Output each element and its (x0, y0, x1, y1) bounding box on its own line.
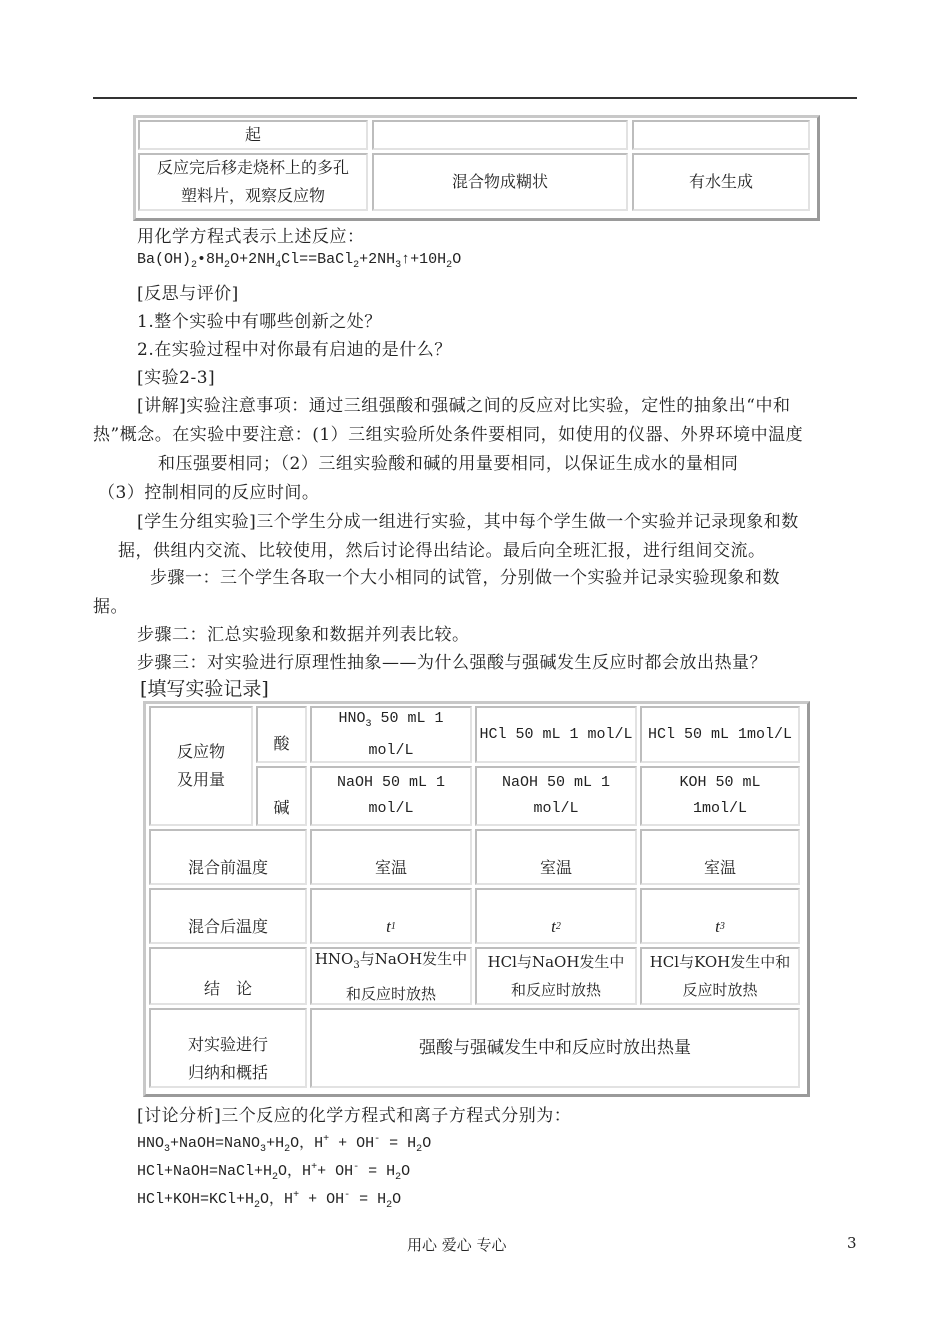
cell-line: KOH 50 mL (679, 774, 761, 791)
cell-line: 塑料片，观察反应物 (180, 186, 325, 205)
cell-line: 反应完后移走烧杯上的多孔 (156, 158, 349, 177)
paragraph: 1.整个实验中有哪些创新之处？ (137, 312, 382, 332)
paragraph: 热”概念。在实验中要注意：(1）三组实验所处条件要相同，如使用的仪器、外界环境中温度 (93, 425, 804, 445)
section-heading: [实验2-3] (137, 368, 216, 388)
paragraph: 步骤三：对实验进行原理性抽象——为什么强酸与强碱发生反应时都会放出热量？ (137, 653, 767, 673)
equation: $HNO_3+NaOH=NaNO_3+H_2O$，$H^+ + OH^- = H_2O$ (137, 1134, 432, 1155)
cell-line: 反应时放热 (682, 981, 758, 999)
top-table-cell (632, 120, 810, 150)
cell-line: HCl与NaOH发生中 (487, 953, 625, 971)
before-temp-cell: 室温 (640, 829, 800, 885)
after-temp-cell: t 1 (310, 888, 472, 944)
base-cell (640, 766, 800, 826)
acid-label-cell: 酸 (256, 706, 307, 763)
conclusion-cell (640, 947, 800, 1005)
top-table-cell: 有水生成 (632, 153, 810, 211)
paragraph: 和压强要相同；（2）三组实验酸和碱的用量要相同，以保证生成水的量相同 (158, 454, 739, 474)
cell-line: mol/L (368, 741, 414, 759)
before-temp-cell: 室温 (475, 829, 637, 885)
after-temp-cell: t 2 (475, 888, 637, 944)
cell-line: $HNO_3$ 50 mL 1 (338, 709, 444, 730)
equation: $HCl+NaOH=NaCl+H_2O$，$H^++ OH^- = H_2O$ (137, 1162, 411, 1183)
paragraph: （3）控制相同的反应时间。 (98, 483, 320, 503)
equation: $Ba(OH)_2•8H_2O+2NH_4Cl==BaCl_2+2NH_3↑+10H_2O$ (137, 251, 462, 271)
paragraph: 据。 (93, 597, 128, 617)
acid-cell: HCl 50 mL 1mol/L (640, 706, 800, 763)
cell-line: $HNO_3$与NaOH发生中 (314, 949, 468, 971)
conclusion-label: 结 论 (149, 947, 307, 1005)
header-rule (93, 97, 857, 99)
conclusion-cell (310, 947, 472, 1005)
top-table-cell: 混合物成糊状 (372, 153, 628, 211)
cell-line: 归纳和概括 (187, 1063, 268, 1082)
paragraph: 步骤二：汇总实验现象和数据并列表比较。 (137, 625, 470, 645)
acid-cell (310, 706, 472, 763)
cell-line: mol/L (368, 800, 414, 817)
paragraph: 步骤一：三个学生各取一个大小相同的试管，分别做一个实验并记录实验现象和数 (150, 568, 780, 588)
equation: $HCl+KOH=KCl+H_2O$，$H^+ + OH^- = H_2O$ (137, 1190, 402, 1211)
cell-line: 及用量 (176, 770, 225, 789)
base-cell (310, 766, 472, 826)
paragraph: 2.在实验过程中对你最有启迪的是什么？ (137, 340, 452, 360)
cell-line: mol/L (533, 800, 579, 817)
base-label-cell: 碱 (256, 766, 307, 826)
base-cell (475, 766, 637, 826)
top-table-cell: 起 (138, 120, 368, 150)
paragraph: 用化学方程式表示上述反应： (137, 227, 365, 247)
after-temp-label: 混合后温度 (149, 888, 307, 944)
after-temp-cell: t 3 (640, 888, 800, 944)
cell-line: NaOH 50 mL 1 (336, 774, 446, 791)
before-temp-cell: 室温 (310, 829, 472, 885)
cell-line: 1mol/L (692, 800, 747, 817)
paragraph: [学生分组实验]三个学生分成一组进行实验，其中每个学生做一个实验并记录现象和数 (137, 512, 799, 532)
top-table-cell (138, 153, 368, 211)
cell-line: HCl与KOH发生中和 (649, 953, 791, 971)
section-heading: [填写实验记录] (140, 678, 269, 700)
cell-line: 和反应时放热 (345, 984, 436, 1003)
before-temp-label: 混合前温度 (149, 829, 307, 885)
page-number: 3 (847, 1234, 857, 1252)
summary-label (149, 1008, 307, 1088)
footer-text: 用心 爱心 专心 (407, 1236, 507, 1254)
cell-line: 和反应时放热 (510, 981, 601, 999)
acid-cell: HCl 50 mL 1 mol/L (475, 706, 637, 763)
top-table-cell (372, 120, 628, 150)
paragraph: [讲解]实验注意事项：通过三组强酸和强碱之间的反应对比实验，定性的抽象出“中和 (137, 396, 791, 416)
cell-line: 对实验进行 (187, 1035, 268, 1054)
reactant-label-cell (149, 706, 253, 826)
cell-line: NaOH 50 mL 1 (501, 774, 611, 791)
paragraph: 据，供组内交流、比较使用，然后讨论得出结论。最后向全班汇报，进行组间交流。 (118, 541, 766, 561)
paragraph: [讨论分析]三个反应的化学方程式和离子方程式分别为： (137, 1106, 572, 1126)
cell-line: 反应物 (176, 742, 225, 761)
summary-value: 强酸与强碱发生中和反应时放出热量 (310, 1008, 800, 1088)
conclusion-cell (475, 947, 637, 1005)
section-heading: [反思与评价] (137, 284, 239, 304)
